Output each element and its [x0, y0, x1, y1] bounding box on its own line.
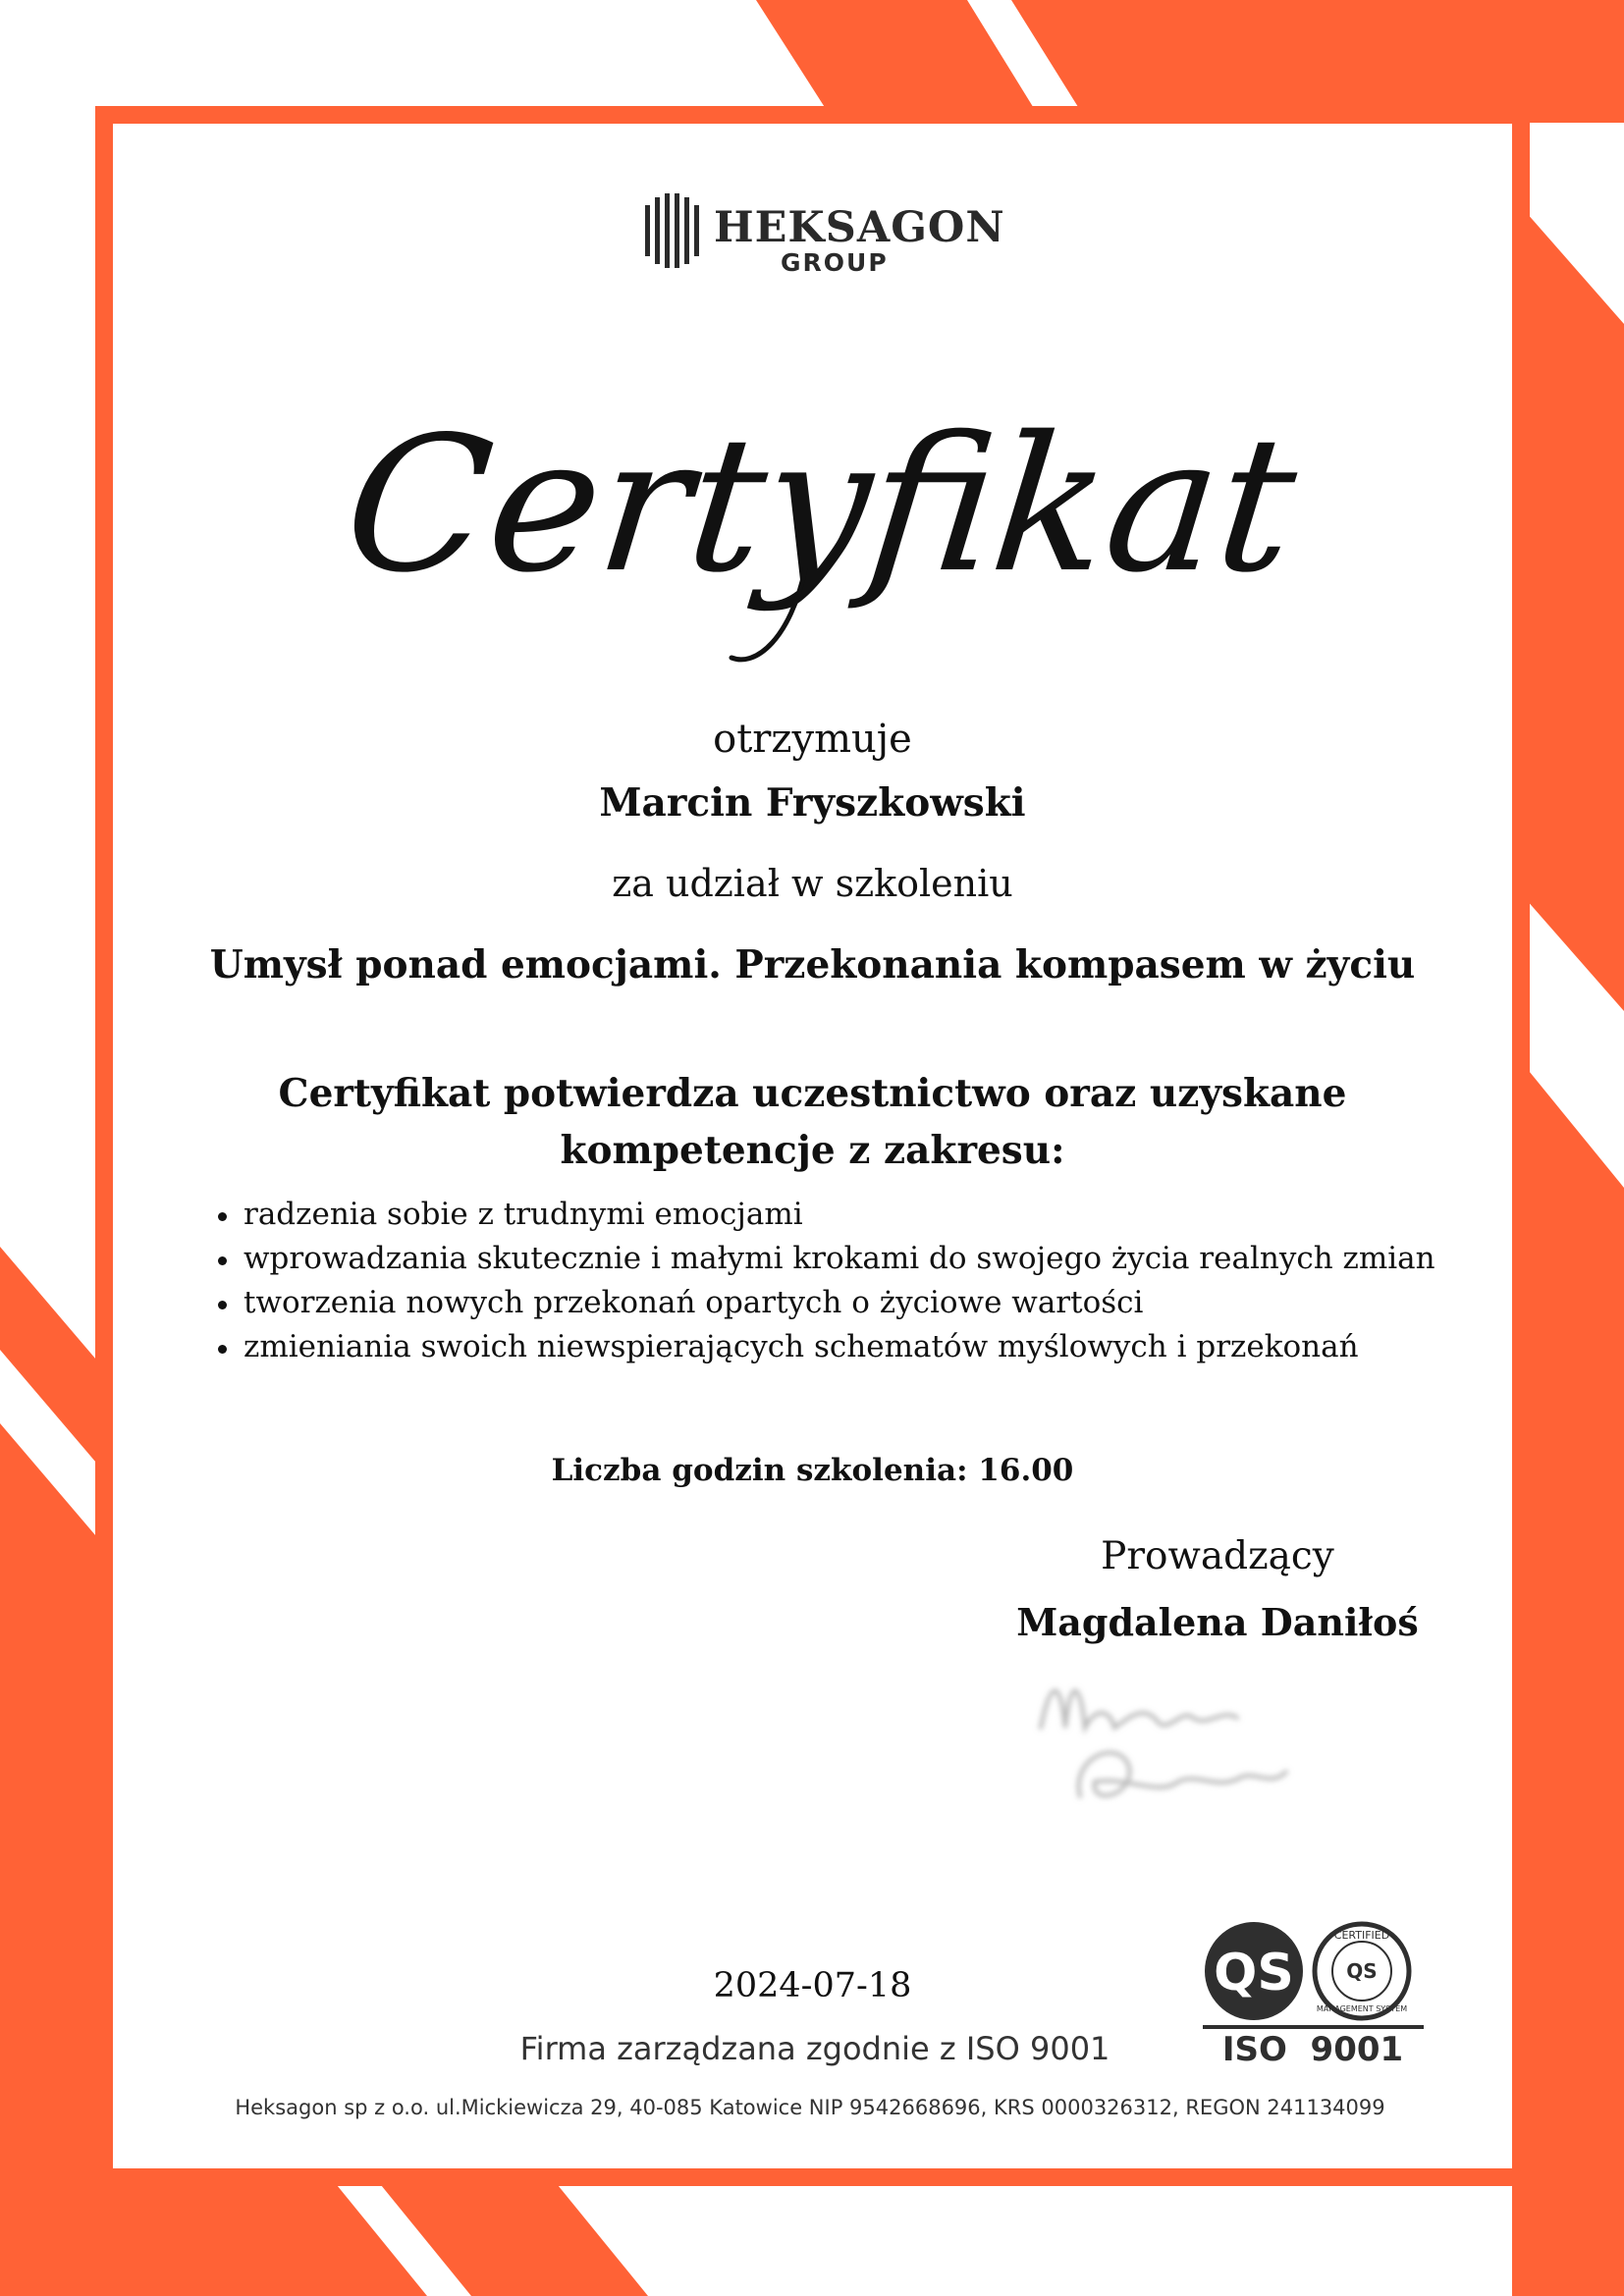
iso-standard: ISO 9001: [1221, 2030, 1404, 2066]
issue-date: 2024-07-18: [713, 1966, 912, 2005]
participation-label: za udział w szkoleniu: [612, 862, 1013, 905]
confirmation-text: [113, 1065, 1512, 1179]
receives-label: otrzymuje: [713, 717, 912, 762]
skill-item: radzenia sobie z trudnymi emocjami: [218, 1193, 1494, 1237]
seal-qs: QS: [1346, 1959, 1378, 1983]
company-footer: Heksagon sp z o.o. ul.Mickiewicza 29, 40-085 Katowice NIP 9542668696, KRS 0000326312, REGON 241134099: [235, 2096, 1385, 2119]
trainer-name: Magdalena Daniłoś: [1016, 1600, 1419, 1644]
top-stripe-1: [756, 0, 1043, 123]
confirmation-line-2: kompetencje z zakresu:: [560, 1128, 1065, 1173]
iso-statement: Firma zarządzana zgodnie z ISO 9001: [519, 2030, 1110, 2067]
seal-certified: CERTIFIED: [1333, 1929, 1390, 1942]
skill-item: wprowadzania skutecznie i małymi krokami do swojego życia realnych zmian: [218, 1237, 1494, 1281]
recipient-name: Marcin Fryszkowski: [599, 780, 1026, 826]
iso-9001-badge: [1203, 1919, 1424, 2066]
logo-bars-icon: [643, 191, 706, 270]
qs-letters: QS: [1214, 1944, 1294, 2002]
bottom-stripe-1: [113, 2169, 427, 2296]
logo-wordmark: HEKSAGON: [714, 203, 1005, 252]
seal-system: MANAGEMENT SYSTEM: [1316, 2004, 1408, 2013]
heksagon-logo: [643, 191, 1005, 280]
trainer-signature: [1021, 1649, 1326, 1826]
skill-item: tworzenia nowych przekonań opartych o życiowe wartości: [218, 1281, 1494, 1325]
skill-item: zmieniania swoich niewspierających schematów myślowych i przekonań: [218, 1325, 1494, 1369]
certificate-title: [295, 373, 1335, 697]
top-stripe-2: [1011, 0, 1624, 123]
title-text: Certyfikat: [336, 396, 1306, 614]
logo-subtitle: GROUP: [781, 248, 889, 277]
training-hours: Liczba godzin szkolenia: 16.00: [551, 1453, 1074, 1488]
trainer-label: Prowadzący: [1101, 1534, 1334, 1578]
bottom-stripe-3: [1512, 2169, 1624, 2296]
skills-list: [218, 1193, 1494, 1369]
course-title: Umysł ponad emocjami. Przekonania kompasem w życiu: [209, 942, 1416, 988]
confirmation-line-1: Certyfikat potwierdza uczestnictwo oraz uzyskane: [278, 1071, 1347, 1116]
